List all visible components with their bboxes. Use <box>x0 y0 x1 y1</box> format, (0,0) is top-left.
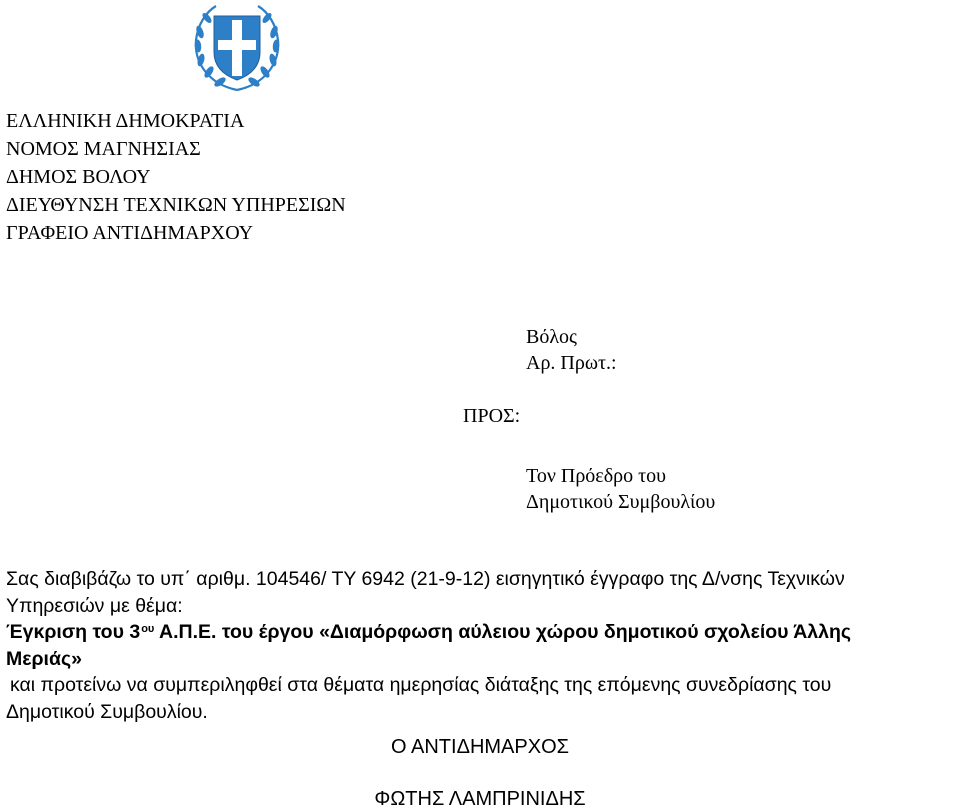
body-line-2: Υπηρεσιών με θέμα: <box>6 594 183 617</box>
protocol-number-label: Αρ. Πρωτ.: <box>526 352 617 374</box>
subject-ordinal: ου <box>141 623 155 635</box>
subject-part-2: Α.Π.Ε. του έργου «Διαμόρφωση αύλειου χώρου δημοτικού σχολείου Άλλης <box>154 621 852 643</box>
header-line-office: ΓΡΑΦΕΙΟ ΑΝΤΙΔΗΜΑΡΧΟΥ <box>6 222 254 244</box>
place: Βόλος <box>526 326 577 348</box>
subject-line <box>6 619 956 646</box>
header-line-republic: ΕΛΛΗΝΙΚΗ ΔΗΜΟΚΡΑΤΙΑ <box>6 110 245 132</box>
recipient-line-2: Δημοτικού Συμβουλίου <box>526 491 716 513</box>
subject-part-1: Έγκριση του 3 <box>6 621 141 643</box>
signatory-title: Ο ΑΝΤΙΔΗΜΑΡΧΟΣ <box>391 736 569 758</box>
recipient-line-1: Τον Πρόεδρο του <box>526 465 667 487</box>
letter-body <box>6 566 956 725</box>
body-line-6: Δημοτικού Συμβουλίου. <box>6 700 208 723</box>
greek-coat-of-arms-icon <box>190 2 284 94</box>
body-line-1: Σας διαβιβάζω το υπ΄ αριθμ. 104546/ ΤΥ 6942 (21-9-12) εισηγητικό έγγραφο της Δ/νσης Τεχνικών <box>6 568 845 590</box>
header-line-prefecture: ΝΟΜΟΣ ΜΑΓΝΗΣΙΑΣ <box>6 138 201 160</box>
to-label: ΠΡΟΣ: <box>463 405 521 427</box>
header-line-municipality: ΔΗΜΟΣ ΒΟΛΟΥ <box>6 166 151 188</box>
subject-line-2: Μεριάς» <box>6 647 82 670</box>
signatory-name: ΦΩΤΗΣ ΛΑΜΠΡΙΝΙΔΗΣ <box>374 788 586 810</box>
header-line-directorate: ΔΙΕΥΘΥΝΣΗ ΤΕΧΝΙΚΩΝ ΥΠΗΡΕΣΙΩΝ <box>6 194 346 216</box>
issuer-header <box>6 107 346 247</box>
body-line-5: και προτείνω να συμπεριληφθεί στα θέματα ημερησίας διάταξης της επόμενης συνεδρίασης του <box>10 674 832 696</box>
